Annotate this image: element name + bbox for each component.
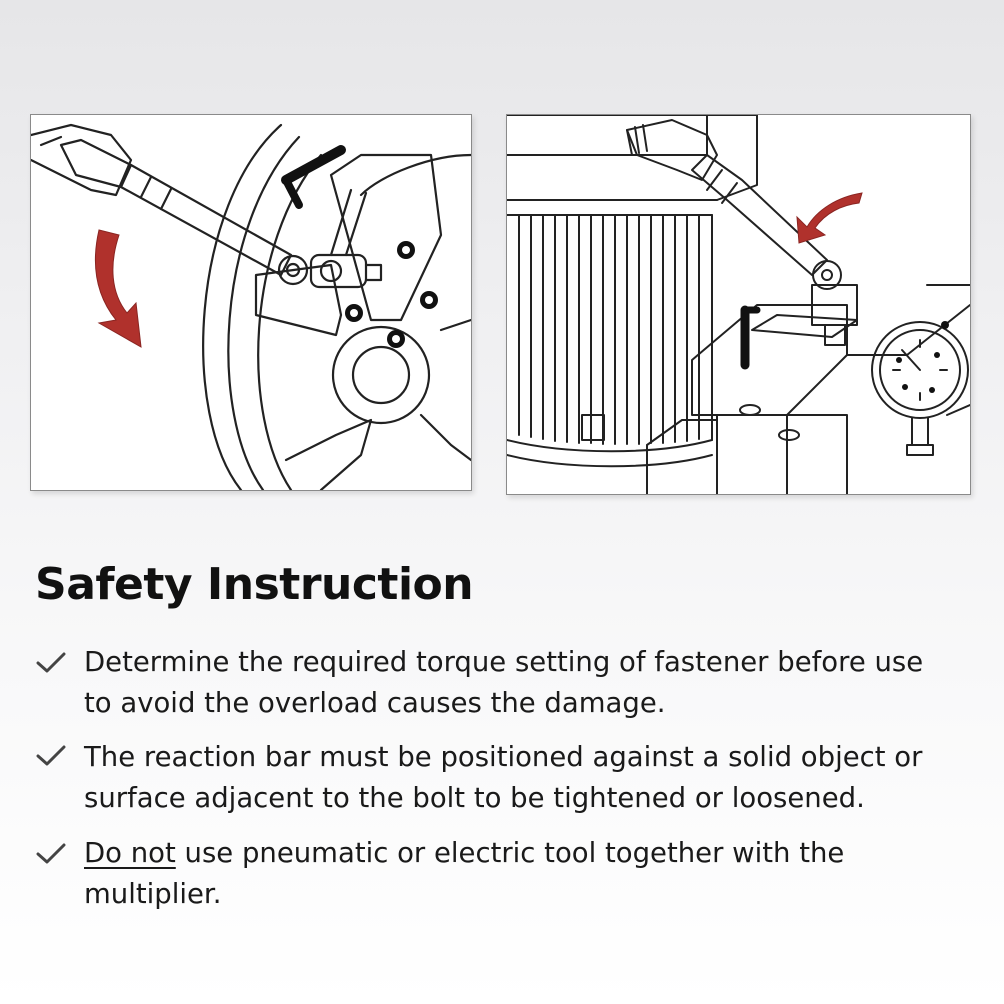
checkmark-icon [36,652,66,674]
instruction-line: multiplier. [84,878,222,910]
instruction-line: surface adjacent to the bolt to be tightened or loosened. [84,782,865,814]
instruction-text [84,642,984,724]
instruction-line: The reaction bar must be positioned against a solid object or [84,741,923,773]
checkmark-icon [36,745,66,767]
gauge-wrench-illustration [506,114,971,495]
emphasis-text: Do not [84,837,176,869]
wrench-with-gauge-icon [507,115,970,494]
instruction-text [84,833,984,915]
instruction-text [84,737,984,819]
wheel-wrench-illustration [30,114,472,491]
wrench-on-wheel-icon [31,115,471,490]
section-title: Safety Instruction [35,559,474,610]
checkmark-icon [36,843,66,865]
instruction-line [84,833,984,874]
instruction-line: to avoid the overload causes the damage. [84,687,666,719]
instruction-line: Determine the required torque setting of fastener before use [84,646,924,678]
instruction-line-rest: use pneumatic or electric tool together with the [175,837,845,869]
